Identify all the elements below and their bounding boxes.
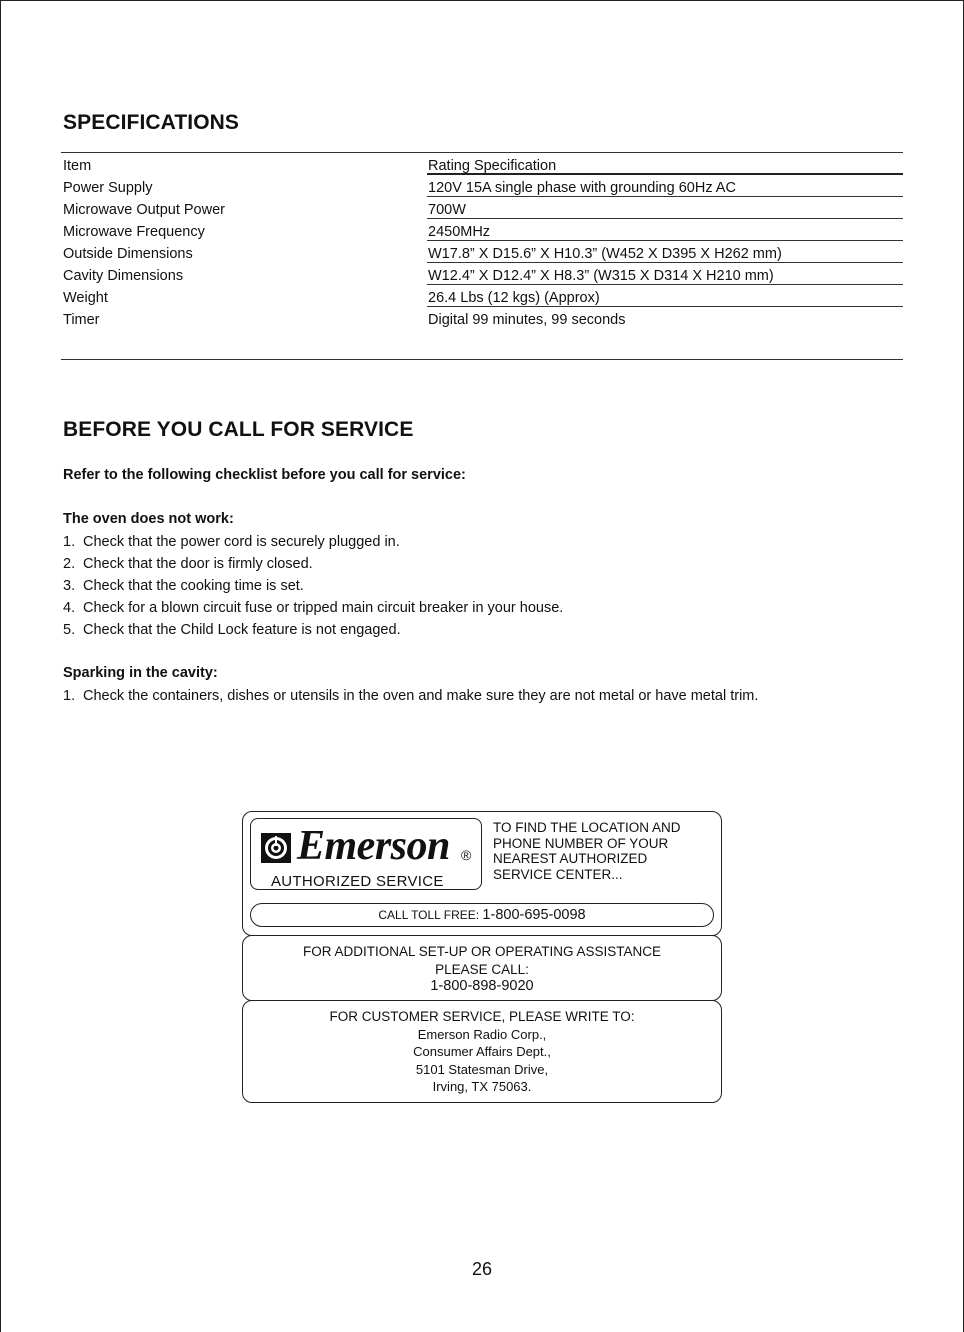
authorized-service-box <box>242 811 722 936</box>
table-row <box>61 219 903 241</box>
sparking-checklist <box>63 685 758 707</box>
emerson-logo-box <box>250 818 482 890</box>
table-bottom-rule <box>61 359 903 360</box>
spec-value: 700W <box>428 202 466 218</box>
spec-value: 26.4 Lbs (12 kgs) (Approx) <box>428 290 600 306</box>
write-to-title: FOR CUSTOMER SERVICE, PLEASE WRITE TO: <box>329 1009 635 1024</box>
header-item: Item <box>63 158 92 174</box>
assistance-phone: 1-800-898-9020 <box>430 978 534 994</box>
toll-free-pill <box>250 903 714 927</box>
table-row <box>61 241 903 263</box>
list-item: 4. Check for a blown circuit fuse or tripped main circuit breaker in your house. <box>63 600 564 616</box>
oven-checklist <box>63 531 563 641</box>
sparking-title: Sparking in the cavity: <box>63 665 218 681</box>
assistance-line: FOR ADDITIONAL SET-UP OR OPERATING ASSISTANCE <box>302 944 662 959</box>
assistance-please-call: PLEASE CALL: <box>435 961 529 977</box>
page-number: 26 <box>471 1259 493 1279</box>
list-item: 5. Check that the Child Lock feature is not engaged. <box>63 622 401 638</box>
list-item: 2. Check that the door is firmly closed. <box>63 556 313 572</box>
emerson-clef-logo-icon <box>260 832 292 864</box>
table-row <box>61 285 903 307</box>
spec-item: Timer <box>63 312 100 328</box>
address-line: Irving, TX 75063. <box>432 1079 532 1094</box>
list-item: 1. Check that the power cord is securely plugged in. <box>63 534 400 550</box>
service-intro: Refer to the following checklist before you call for service: <box>63 467 466 483</box>
address-line: Emerson Radio Corp., <box>417 1026 547 1042</box>
spec-value: W12.4” X D12.4” X H8.3” (W315 X D314 X H210 mm) <box>428 268 774 284</box>
spec-value: Digital 99 minutes, 99 seconds <box>428 312 626 328</box>
table-header-row <box>61 153 903 175</box>
spec-item: Weight <box>63 290 108 306</box>
customer-service-box <box>242 1000 722 1103</box>
table-row <box>61 263 903 285</box>
find-service-center-text: TO FIND THE LOCATION AND PHONE NUMBER OF YOUR NEAREST AUTHORIZED SERVICE CENTER... <box>493 820 681 882</box>
list-item: 3. Check that the cooking time is set. <box>63 578 304 594</box>
spec-item: Cavity Dimensions <box>63 268 184 284</box>
toll-free-label: CALL TOLL FREE: <box>378 908 483 922</box>
toll-free-number: 1-800-695-0098 <box>482 907 586 923</box>
page-border-left <box>0 0 1 1332</box>
table-row <box>61 197 903 219</box>
specifications-heading: SPECIFICATIONS <box>63 111 240 134</box>
header-rating: Rating Specification <box>428 158 557 174</box>
oven-not-work-title: The oven does not work: <box>63 511 234 527</box>
address-line: Consumer Affairs Dept., <box>413 1044 551 1059</box>
assistance-box <box>242 935 722 1001</box>
spec-item: Outside Dimensions <box>63 246 193 262</box>
spec-value: 120V 15A single phase with grounding 60Hz AC <box>428 180 736 196</box>
spec-value: W17.8” X D15.6” X H10.3” (W452 X D395 X H262 mm) <box>428 246 782 262</box>
spec-value: 2450MHz <box>428 224 491 240</box>
specifications-table <box>61 152 903 329</box>
spec-item: Microwave Output Power <box>63 202 225 218</box>
service-heading: BEFORE YOU CALL FOR SERVICE <box>63 418 414 441</box>
address-line: 5101 Statesman Drive, <box>415 1061 549 1077</box>
spec-item: Power Supply <box>63 180 153 196</box>
registered-mark: ® <box>461 847 472 863</box>
emerson-wordmark: Emerson <box>297 823 450 869</box>
page-border-top <box>0 0 964 1</box>
authorized-service-label: AUTHORIZED SERVICE <box>271 873 444 890</box>
table-row <box>61 307 903 329</box>
spec-item: Microwave Frequency <box>63 224 205 240</box>
table-row <box>61 175 903 197</box>
list-item: 1. Check the containers, dishes or utensils in the oven and make sure they are not metal or have metal trim. <box>63 688 759 704</box>
